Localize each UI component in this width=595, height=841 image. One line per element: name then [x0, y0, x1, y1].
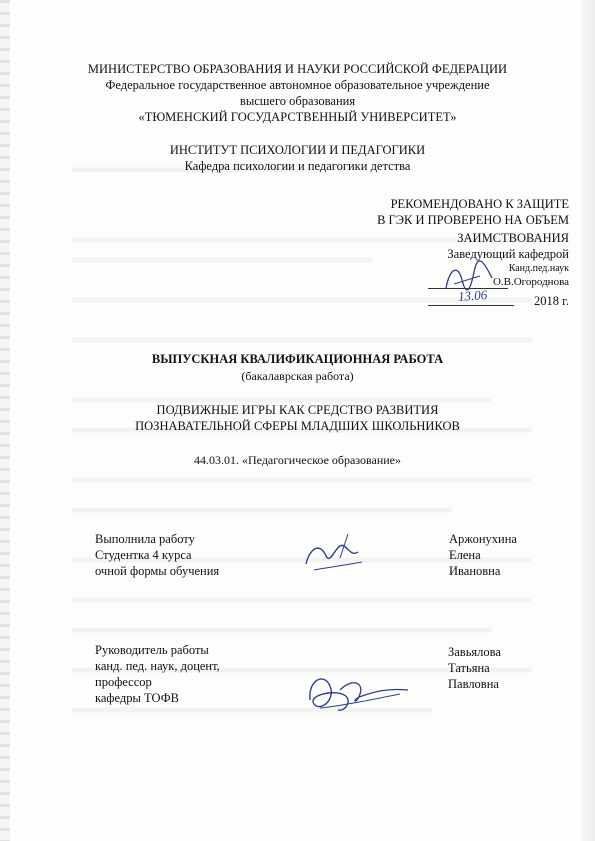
- head-name: О.В.Огороднова: [492, 276, 569, 288]
- handwritten-date: 13.06: [457, 286, 488, 305]
- ministry-line: МИНИСТЕРСТВО ОБРАЗОВАНИЯ И НАУКИ РОССИЙСКОЙ ФЕДЕРАЦИИ: [87, 62, 508, 76]
- head-of-department-title: Заведующий кафедрой: [447, 247, 569, 261]
- institute-name: ИНСТИТУТ ПСИХОЛОГИИ И ПЕДАГОГИКИ: [169, 143, 426, 157]
- author-label-1: Выполнила работу: [95, 532, 195, 546]
- approval-line-2: В ГЭК И ПРОВЕРЕНО НА ОБЪЕМ: [377, 213, 569, 227]
- author-patronymic: Ивановна: [449, 564, 501, 578]
- approval-line-3: ЗАИМСТВОВАНИЯ: [457, 231, 569, 245]
- specialty-code: 44.03.01. «Педагогическое образование»: [193, 453, 402, 467]
- author-label-3: очной формы обучения: [95, 564, 220, 578]
- institution-line-2: высшего образования: [239, 94, 356, 108]
- approval-year: 2018 г.: [534, 294, 569, 308]
- work-subtype: (бакалаврская работа): [241, 369, 354, 383]
- supervisor-label-1: Руководитель работы: [95, 643, 209, 657]
- supervisor-patronymic: Павловна: [448, 677, 499, 691]
- institution-line-1: Федеральное государственное автономное образовательное учреждение: [105, 78, 490, 92]
- work-title-line-2: ПОЗНАВАТЕЛЬНОЙ СФЕРЫ МЛАДШИХ ШКОЛЬНИКОВ: [135, 419, 460, 433]
- supervisor-surname: Завьялова: [448, 645, 501, 659]
- supervisor-first-name: Татьяна: [448, 661, 490, 675]
- supervisor-label-4: кафедры ТОФВ: [95, 691, 179, 705]
- author-surname: Аржонухина: [449, 532, 517, 546]
- supervisor-label-2: канд. пед. наук, доцент,: [95, 659, 220, 673]
- department-name: Кафедра психологии и педагогики детства: [184, 159, 411, 173]
- head-degree: Канд.пед.наук: [508, 263, 569, 274]
- supervisor-label-3: профессор: [95, 675, 152, 689]
- author-first-name: Елена: [449, 548, 481, 562]
- author-label-2: Студентка 4 курса: [95, 548, 192, 562]
- work-type: ВЫПУСКНАЯ КВАЛИФИКАЦИОННАЯ РАБОТА: [151, 352, 444, 366]
- work-title-line-1: ПОДВИЖНЫЕ ИГРЫ КАК СРЕДСТВО РАЗВИТИЯ: [156, 403, 439, 417]
- university-name: «ТЮМЕНСКИЙ ГОСУДАРСТВЕННЫЙ УНИВЕРСИТЕТ»: [138, 110, 457, 124]
- supervisor-signature: [290, 660, 420, 720]
- approval-line-1: РЕКОМЕНДОВАНО К ЗАЩИТЕ: [390, 197, 569, 211]
- author-signature: [300, 528, 370, 578]
